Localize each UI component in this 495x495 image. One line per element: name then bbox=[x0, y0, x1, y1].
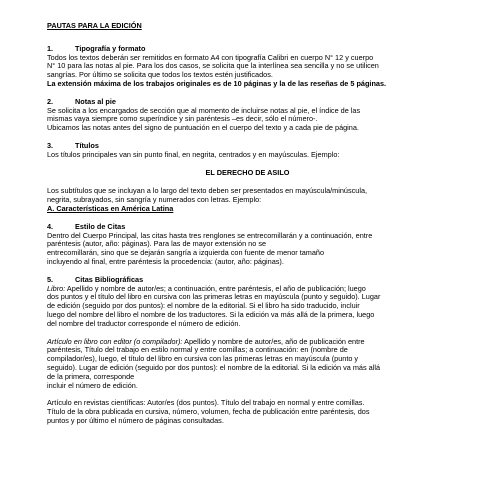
section-number: 1. bbox=[47, 43, 54, 53]
text-line: N° 10 para las notas al pie. Para los dos casos, se solicita que la interlínea sea sencilla y no se utilicen bbox=[47, 61, 379, 71]
articulo-text: Apellido y nombre de autor/es, año de publicación entre bbox=[182, 336, 365, 346]
libro-text: Apellido y nombre de autor/es; a continuación, entre paréntesis, el año de publicación; luego bbox=[65, 283, 366, 293]
libro-label: Libro: bbox=[47, 283, 66, 293]
section-title: Tipografía y formato bbox=[75, 43, 146, 53]
text-line: compilador/es), luego, el título del libro en cursiva con las primeras letras en mayúscula (punto y bbox=[47, 354, 359, 364]
text-line: Los títulos principales van sin punto final, en negrita, centrados y en mayúsculas. Ejemplo: bbox=[47, 149, 340, 159]
text-line: negrita, subrayados, sin sangría y numerados con letras. Ejemplo: bbox=[47, 195, 262, 205]
section-title: Títulos bbox=[75, 140, 99, 150]
section-titulos bbox=[47, 142, 448, 214]
text-line: Se solicita a los encargados de sección que al momento de incluirse notas al pie, el índice de las bbox=[47, 105, 361, 115]
section-citas bbox=[47, 223, 448, 267]
text-line: Todos los textos deberán ser remitidos en formato A4 con tipografía Calibri en cuerpo N° 12 y cuerpo bbox=[47, 52, 374, 62]
section-title: Estilo de Citas bbox=[75, 221, 126, 231]
text-line: Artículo en revistas científicas: Autor/es (dos puntos). Título del trabajo en normal y entre comillas. bbox=[47, 398, 365, 408]
text-line: incluir el número de edición. bbox=[47, 380, 138, 390]
text-line: del nombre del traductor corresponde el número de edición. bbox=[47, 318, 241, 328]
section-number: 3. bbox=[47, 140, 54, 150]
section-number: 5. bbox=[47, 274, 54, 284]
section-title: Notas al pie bbox=[75, 96, 116, 106]
text-line: paréntesis (autor, año: páginas). Para las de mayor extensión no se bbox=[47, 239, 267, 249]
text-line: paréntesis, Título del trabajo en estilo normal y entre comillas; a continuación: en (nombre de bbox=[47, 345, 348, 355]
text-line: luego del nombre del libro el nombre de los traductores. Si la edición va más allá de la primera, luego bbox=[47, 309, 375, 319]
text-line: de edición (seguido por dos puntos): el nombre de la editorial. Si el libro ha sido traducido, incluir bbox=[47, 301, 360, 311]
section-tipografia bbox=[47, 45, 448, 89]
text-line: de la primera, corresponde bbox=[47, 371, 135, 381]
text-line: Título de la obra publicada en cursiva, número, volumen, fecha de publicación entre paréntesis, dos bbox=[47, 407, 370, 417]
text-line: mismas vaya siempre como superíndice y sin paréntesis –es decir, sólo el número-. bbox=[47, 114, 318, 124]
text-line: entrecomillarán, sino que se dejarán sangría a izquierda con fuente de menor tamaño bbox=[47, 248, 325, 258]
document-title: PAUTAS PARA LA EDICIÓN bbox=[47, 21, 142, 30]
example-title: EL DERECHO DE ASILO bbox=[205, 167, 290, 177]
text-line: incluyendo al final, entre paréntesis la procedencia: (autor, año: páginas). bbox=[47, 256, 284, 266]
text-line: Los subtítulos que se incluyan a lo largo del texto deben ser presentados en mayúscula/minúscula, bbox=[47, 186, 368, 196]
text-line: seguido). Lugar de edición (seguido por dos puntos): el nombre de la editorial. Si la edición va más allá bbox=[47, 362, 381, 372]
section-number: 2. bbox=[47, 96, 54, 106]
text-line: Dentro del Cuerpo Principal, las citas hasta tres renglones se entrecomillarán y a continuación, entre bbox=[47, 230, 373, 240]
text-line: dos puntos y el título del libro en cursiva con las primeras letras en mayúscula (punto y seguido). Lugar bbox=[47, 292, 381, 302]
text-line: Ubicamos las notas antes del signo de puntuación en el cuerpo del texto y a cada pie de página. bbox=[47, 123, 359, 133]
example-subtitle: A. Características en América Latina bbox=[47, 203, 174, 213]
section-notas bbox=[47, 98, 448, 133]
bold-text-line: La extensión máxima de los trabajos originales es de 10 páginas y la de las reseñas de 5 páginas. bbox=[47, 78, 387, 88]
text-line: puntos y por último el número de páginas consultadas. bbox=[47, 415, 224, 425]
articulo-label: Artículo en libro con editor (o compilador): bbox=[47, 336, 183, 346]
section-title: Citas Bibliográficas bbox=[75, 274, 144, 284]
section-number: 4. bbox=[47, 221, 54, 231]
text-line: sangrías. Por último se solicita que todos los textos estén justificados. bbox=[47, 70, 273, 80]
section-bibliografia bbox=[47, 276, 448, 426]
